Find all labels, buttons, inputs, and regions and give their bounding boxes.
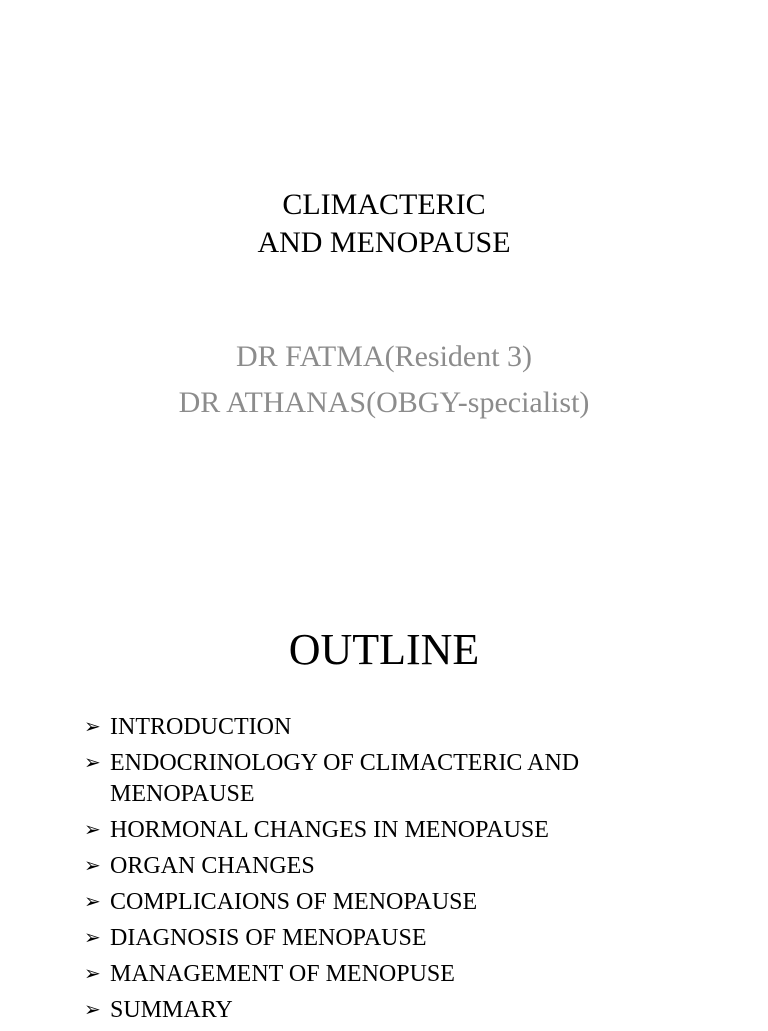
outline-item-label: HORMONAL CHANGES IN MENOPAUSE [110, 817, 549, 843]
arrow-bullet-icon: ➢ [84, 963, 101, 985]
outline-item-label: MANAGEMENT OF MENOPUSE [110, 961, 455, 987]
arrow-bullet-icon: ➢ [84, 819, 101, 841]
arrow-bullet-icon: ➢ [84, 891, 101, 913]
presenter-list [0, 334, 768, 426]
arrow-bullet-icon: ➢ [84, 716, 101, 738]
arrow-bullet-icon: ➢ [84, 855, 101, 877]
arrow-bullet-icon: ➢ [84, 927, 101, 949]
arrow-bullet-icon: ➢ [84, 999, 101, 1021]
presenter-name: DR ATHANAS(OBGY-specialist) [178, 386, 590, 419]
outline-item [84, 959, 724, 990]
outline-list [84, 712, 724, 1031]
outline-item-label: INTRODUCTION [110, 714, 292, 740]
outline-slide [0, 512, 768, 1024]
title-line: CLIMACTERIC [282, 188, 486, 221]
outline-item [84, 748, 724, 810]
outline-item [84, 851, 724, 882]
title-line: AND MENOPAUSE [257, 226, 511, 259]
outline-item [84, 815, 724, 846]
title-slide [0, 0, 768, 512]
outline-item-label: SUMMARY [110, 997, 233, 1023]
outline-item-label: COMPLICAIONS OF MENOPAUSE [110, 889, 478, 915]
outline-item [84, 995, 724, 1026]
outline-title: OUTLINE [288, 625, 480, 674]
presenter-name: DR FATMA(Resident 3) [235, 340, 533, 373]
outline-item [84, 887, 724, 918]
outline-item-label: ENDOCRINOLOGY OF CLIMACTERIC AND MENOPAUSE [110, 750, 580, 807]
presentation-title [0, 186, 768, 262]
outline-item [84, 712, 724, 743]
outline-item-label: DIAGNOSIS OF MENOPAUSE [110, 925, 427, 951]
arrow-bullet-icon: ➢ [84, 752, 101, 774]
outline-item [84, 923, 724, 954]
outline-item-label: ORGAN CHANGES [110, 853, 315, 879]
